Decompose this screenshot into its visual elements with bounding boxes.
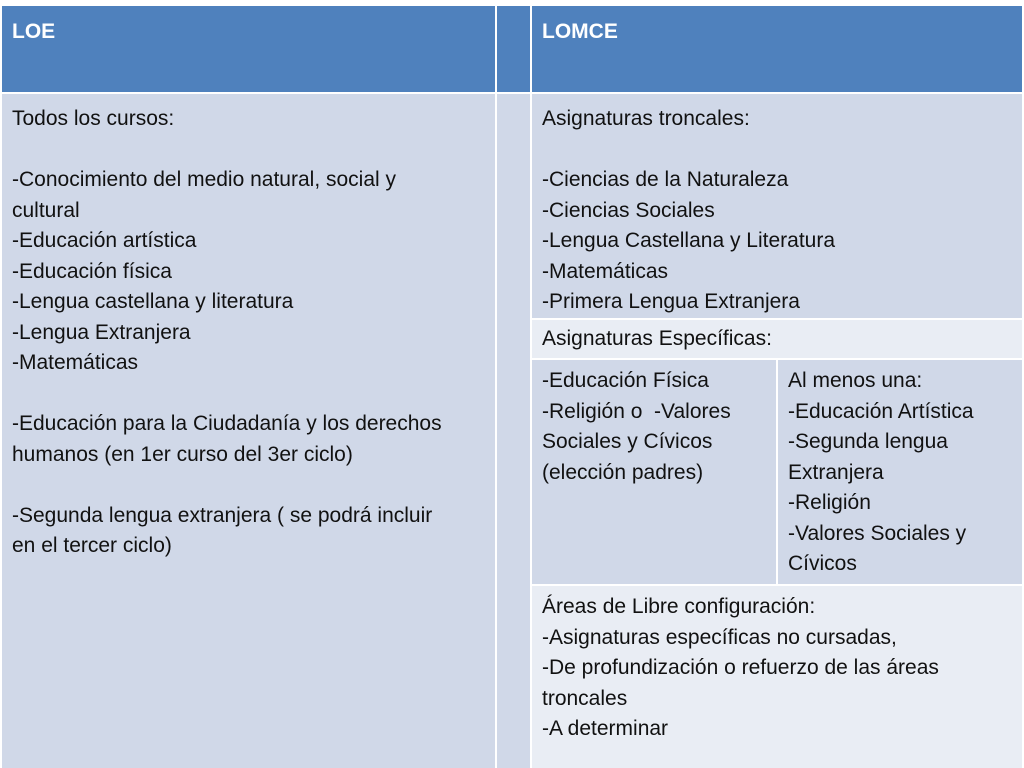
loe-line: en el tercer ciclo) [12, 534, 172, 557]
lomce-especificas-right-cell [778, 360, 1022, 584]
loe-line [12, 470, 485, 501]
loe-line: humanos (en 1er curso del 3er ciclo) [12, 442, 353, 466]
loe-line: -Lengua castellana y literatura [12, 290, 294, 313]
header-loe-label: LOE [12, 20, 56, 43]
lomce-troncales-cell [532, 94, 1022, 318]
loe-line: -Segunda lengua extranjera ( se podrá incluir [12, 503, 433, 527]
troncales-line: -Primera Lengua Extranjera [542, 290, 800, 313]
loe-line: cultural [12, 198, 80, 222]
lomce-especificas-title-cell [532, 320, 1022, 358]
loe-line: -Matemáticas [12, 351, 139, 374]
troncales-line: -Lengua Castellana y Literatura [542, 229, 836, 252]
loe-line: -Conocimiento del medio natural, social y [12, 168, 397, 191]
loe-line: -Educación artística [12, 229, 197, 252]
especificas-left-line: Sociales y Cívicos [542, 430, 713, 453]
loe-cell [2, 94, 495, 768]
troncales-line: -Ciencias de la Naturaleza [542, 168, 789, 191]
loe-line: -Educación física [12, 259, 172, 283]
libre-line: Áreas de Libre configuración: [542, 595, 816, 618]
lomce-libre-config-cell [532, 586, 1022, 768]
libre-line: -Asignaturas específicas no cursadas, [542, 625, 897, 649]
especificas-right-line: -Valores Sociales y [788, 521, 967, 545]
especificas-left-line: (elección padres) [542, 460, 704, 484]
spacer-column [497, 94, 530, 768]
especificas-title: Asignaturas Específicas: [542, 327, 772, 350]
troncales-line: -Matemáticas [542, 259, 669, 283]
troncales-line: Asignaturas troncales: [542, 107, 750, 130]
header-spacer [497, 6, 530, 92]
especificas-right-line: -Segunda lengua [788, 430, 948, 453]
loe-line: -Lengua Extranjera [12, 320, 191, 344]
header-loe [2, 6, 495, 92]
header-lomce [532, 6, 1022, 92]
troncales-line [542, 135, 1012, 166]
libre-line: -De profundización o refuerzo de las áreas [542, 656, 939, 679]
loe-line: Todos los cursos: [12, 107, 175, 130]
lomce-especificas-left-cell [532, 360, 776, 584]
especificas-right-line: -Religión [788, 491, 871, 514]
loe-line [12, 135, 485, 166]
especificas-right-line: Al menos una: [788, 369, 923, 392]
especificas-left-line: -Religión o -Valores [542, 399, 731, 423]
header-lomce-label: LOMCE [542, 20, 618, 43]
especificas-right-line: -Educación Artística [788, 399, 974, 423]
especificas-left-line: -Educación Física [542, 369, 709, 392]
especificas-right-line: Cívicos [788, 552, 857, 575]
libre-line: -A determinar [542, 717, 669, 740]
libre-line: troncales [542, 686, 628, 710]
loe-line: -Educación para la Ciudadanía y los derechos [12, 412, 442, 435]
especificas-right-line: Extranjera [788, 460, 884, 484]
loe-line [12, 379, 485, 410]
troncales-line: -Ciencias Sociales [542, 198, 715, 222]
